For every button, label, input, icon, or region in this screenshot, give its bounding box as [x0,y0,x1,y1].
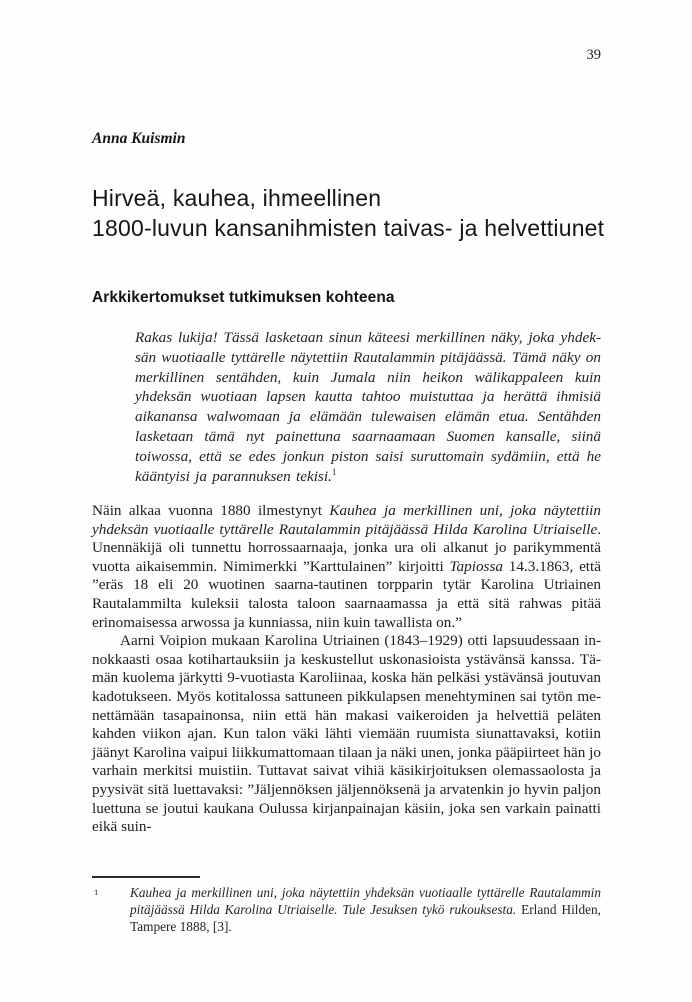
footnote-source-title: Kauhea ja merkillinen uni, joka näytettiin yhdeksän vuotiaalle tyttärelle Rautalammin pitäjäässä Hilda Karolina Utriaiselle. Tule Jesuksen tykö rukouksesta. [130,885,601,918]
article-title [92,183,622,243]
article-title-line-2: 1800-luvun kansanihmisten taivas- ja helvettiunet [92,215,605,241]
page-number: 39 [586,47,601,63]
footnote-reference: 1 [331,466,337,477]
section-heading: Arkkikertomukset tutkimuksen kohteena [92,289,395,306]
footnote-marker: 1 [94,887,99,897]
footnote-separator-rule [92,876,200,878]
block-quote [135,328,601,486]
body-text [92,502,601,837]
footnote [92,884,601,936]
article-title-line-1: Hirveä, kauhea, ihmeellinen [92,185,382,211]
body-paragraph-2: Aarni Voipion mukaan Karolina Utriainen (1843–1929) otti lapsuudessaan innokkaasti osaa kotihartauksiin ja keskustellut uskonasioista ystävänsä kanssa. Tämän kuolema järkytti 9-vuotiasta Karoliinaa, koska hän pelkäsi ystävänsä joutuvan kadotukseen. Myös kotitalossa sattuneen pikkulapsen menehtyminen sai tytön menettämään tasapainonsa, niin että hän makasi vaikeroiden ja helvettiä peläten kahden viikon ajan. Kun talon väki lähti viemään ruumista siunattavaksi, kotiin jäänyt Karolina vaipui liikkumattomaan tilaan ja näki unen, jonka pääpiirteet hän jo varhain merkitsi muistiin. Tuttavat saivat vihiä käsikirjoituksen olemassaolosta ja pyysivät sitä luettavaksi: ”Jäljennöksen jäljennöksenä ja arvatenkin jo hyvin paljon luettuna se joutui kaukana Oulussa kirjanpainajan käsiin, joka sen varkain painatti eikä suin- [92,632,601,836]
author-name: Anna Kuismin [92,130,186,147]
block-quote-text: Rakas lukija! Tässä lasketaan sinun käteesi merkillinen näky, joka yhdeksän wuotiaalle tyttärelle näytettiin Rautalammin pitäjäässä. Tämä näky on merkillinen sentähden, kuin Jumala niin heikon wälikappaleen kuin yhdeksän wuotiaan lapsen kautta tahtoo muistuttaa ja herättä ihmisiä aikanansa walwomaan ja elämään tulewaisen elämän etua. Sentähden lasketaan tämä nyt painettuna saarnaamaan Suomen kansalle, siinä toiwossa, että se edes jonkun piston saisi suruttomain sydämiin, että he kääntyisi ja parannuksen tekisi. [135,329,601,485]
footnote-publisher: Erland Hilden, Tampere 1888, [3]. [130,902,601,935]
body-paragraph-1: Näin alkaa vuonna 1880 ilmestynyt Kauhea ja merkillinen uni, joka näytettiin yhdeksän vuotiaalle tyttärelle Rautalammin pitäjäässä Hilda Karolina Utriaiselle. Unennäkijä oli tunnettu horrossaarnaaja, jonka ura oli alkanut jo parikymmentä vuotta aikaisemmin. Nimimerkki ”Karttulainen” kirjoitti Tapiossa 14.3.1863, että ”eräs 18 eli 20 wuotinen saarna-tautinen torpparin tytär Karolina Utriainen Rautalammilta kuleksii talosta taloon saarnaamassa ja että sitä rahwas pitää erinomaisessa arwossa ja kunniassa, niin kuin tawallista on.” [92,502,601,631]
